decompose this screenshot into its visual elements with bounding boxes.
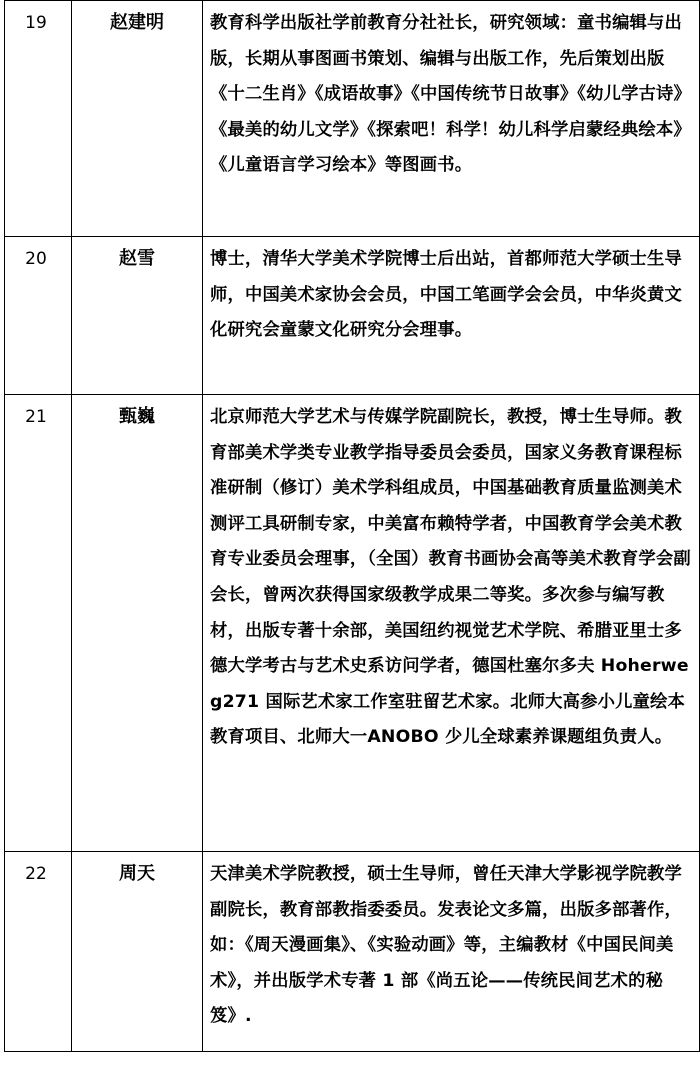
row-number: 22 [5, 852, 72, 1052]
table-row [5, 852, 700, 1052]
person-name: 周天 [72, 852, 203, 1052]
person-name: 赵建明 [72, 1, 203, 237]
person-name: 赵雪 [72, 237, 203, 395]
table-row [5, 1, 700, 237]
table-row [5, 237, 700, 395]
person-description: 博士，清华大学美术学院博士后出站，首都师范大学硕士生导师，中国美术家协会会员，中国工笔画学会会员，中华炎黄文化研究会童蒙文化研究分会理事。 [203, 237, 700, 395]
person-description: 北京师范大学艺术与传媒学院副院长，教授，博士生导师。教育部美术学类专业教学指导委员会委员，国家义务教育课程标准研制（修订）美术学科组成员，中国基础教育质量监测美术测评工具研制专家，中美富布赖特学者，中国教育学会美术教育专业委员会理事，（全国）教育书画协会高等美术教育学会副会长，曾两次获得国家级教学成果二等奖。多次参与编写教材，出版专著十余部，美国纽约视觉艺术学院、希腊亚里士多德大学考古与艺术史系访问学者，德国杜塞尔多夫 Hoherweg271 国际艺术家工作室驻留艺术家。北师大高参小儿童绘本教育项目、北师大一ANOBO 少儿全球素养课题组负责人。 [203, 395, 700, 852]
row-number: 19 [5, 1, 72, 237]
row-number: 20 [5, 237, 72, 395]
member-table [4, 0, 700, 1052]
table-row [5, 395, 700, 852]
person-name: 甄巍 [72, 395, 203, 852]
person-description: 天津美术学院教授，硕士生导师，曾任天津大学影视学院教学副院长，教育部教指委委员。发表论文多篇，出版多部著作，如：《周天漫画集》、《实验动画》等，主编教材《中国民间美术》，并出版学术专著 1 部《尚五论——传统民间艺术的秘笈》. [203, 852, 700, 1052]
person-description: 教育科学出版社学前教育分社社长，研究领域：童书编辑与出版，长期从事图画书策划、编辑与出版工作，先后策划出版《十二生肖》《成语故事》《中国传统节日故事》《幼儿学古诗》《最美的幼儿文学》《探索吧！科学！幼儿科学启蒙经典绘本》《儿童语言学习绘本》等图画书。 [203, 1, 700, 237]
row-number: 21 [5, 395, 72, 852]
